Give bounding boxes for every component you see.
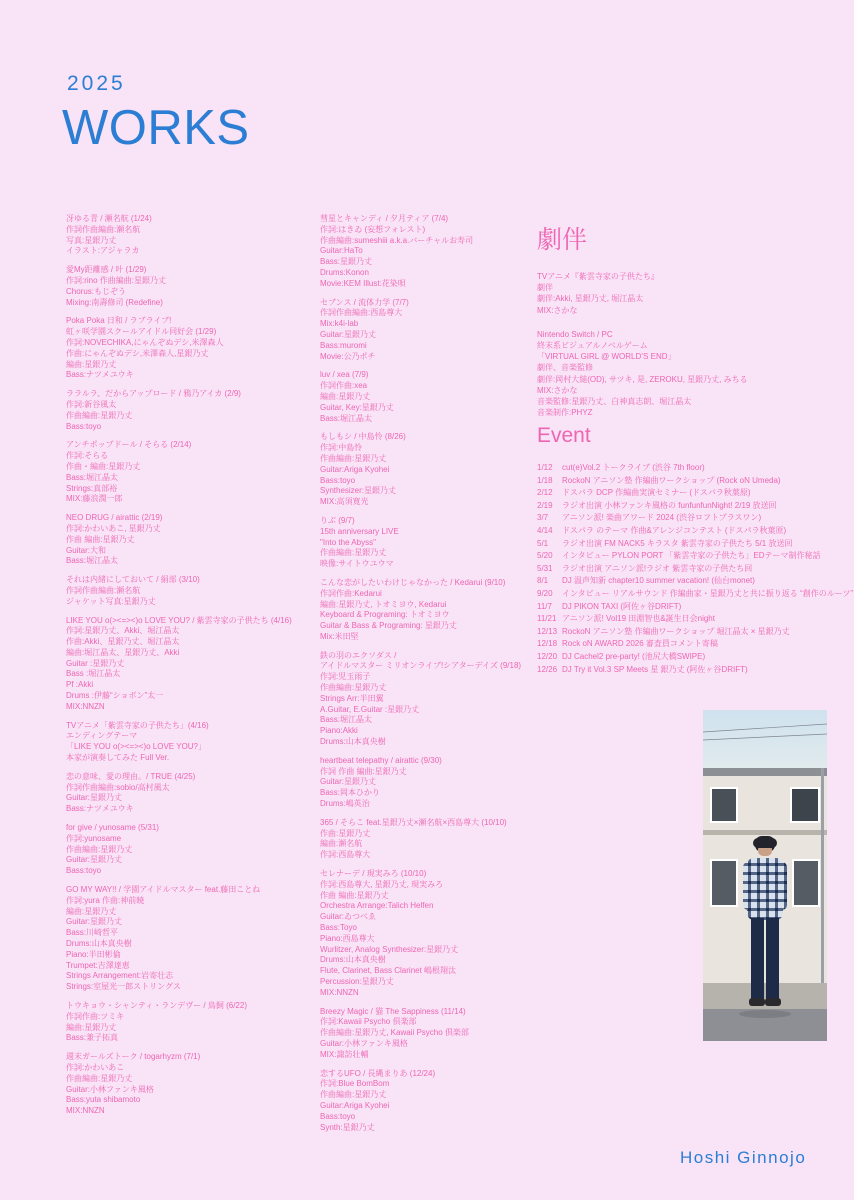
credit-line: Guitar:ゐつべゑ [320, 912, 377, 922]
event-item [537, 626, 854, 639]
credit-line: 作詞:西島尊大 [320, 850, 371, 860]
event-list [537, 462, 854, 676]
credit-line: エンディングテーマ [66, 731, 138, 741]
credit-line: 作曲:Akki、星銀乃丈、堀江晶太 [66, 637, 180, 647]
work-entry [320, 516, 540, 570]
credit-line: Drums:山本真央樹 [66, 939, 132, 949]
credit-line: Drums:山本真央樹 [320, 955, 386, 965]
credit-line: 作曲編曲:星銀乃丈 [66, 410, 133, 420]
year-label: 2025 [67, 72, 126, 95]
work-entry [320, 651, 540, 748]
credit-line: Guitar, Key:星銀乃丈 [320, 402, 394, 412]
event-text: DJ 温声知新 chapter10 summer vacation! (仙台monet) [562, 576, 755, 586]
work-title: 鉄の羽のエクソダス / [320, 650, 397, 660]
work-title: 恋するUFO / 長縄まりあ (12/24) [320, 1068, 436, 1078]
credit-line: 作詞作曲:Kedarui [320, 588, 382, 598]
event-header: Event [537, 424, 591, 447]
event-item [537, 588, 854, 601]
event-date: 3/7 [537, 513, 549, 523]
gekiban-entry [537, 271, 837, 316]
event-date: 2/19 [537, 500, 553, 510]
credit-line: Bass:yuta shibamoto [66, 1095, 141, 1105]
work-entry [66, 721, 326, 764]
credit-line: 作詞作曲編曲:瀬名航 [66, 585, 141, 595]
work-title: トウキョウ・シャンティ・ランデヴー / 鳥飼 (6/22) [66, 1001, 247, 1010]
credit-line: Guitar:HaTo [320, 246, 363, 256]
photo-illustration [703, 710, 827, 1041]
work-title: りぶ (9/7) [320, 515, 355, 525]
event-text: インタビュー リアルサウンド 作編曲家・星銀乃丈と共に振り返る “創作のルーツ” [562, 588, 854, 598]
event-text: ドスパラ のテーマ 作曲&アレンジコンテスト (ドスパラ秋葉原) [562, 525, 787, 535]
credit-line: Bass:toyo [66, 866, 102, 876]
credit-line: 作詞:yunosame [66, 833, 122, 843]
credit-line: Strings Arrangement:岩寄壮志 [66, 971, 174, 981]
work-title: こんな恋がしたいわけじゃなかった / Kedarui (9/10) [320, 577, 506, 587]
credit-line: Drums:嶋英治 [320, 799, 370, 809]
event-item [537, 538, 854, 551]
credit-line: 作曲編曲:星銀乃丈 [320, 548, 387, 558]
credit-line: イラスト:アジャラカ [66, 246, 140, 256]
event-date: 5/1 [537, 538, 549, 548]
credit-line: MIX:藤浪潤一郎 [66, 494, 123, 504]
credit-line: 作詞:Blue BomBom [320, 1079, 390, 1089]
credit-line: Bass:兼子拓真 [66, 1033, 119, 1043]
credit-line: Bass:toyo [66, 421, 102, 431]
credit-line: Strings:真部裕 [66, 483, 118, 493]
credit-line: 作曲編曲:星銀乃丈 [320, 1090, 387, 1100]
work-title: ララルラ、だからアップロード / 鴉乃アイカ (2/9) [66, 389, 241, 399]
event-item [537, 487, 854, 500]
credit-line: Strings:室屋光一郎ストリングス [66, 982, 181, 992]
credit-line: 映像:サイトウユウマ [320, 559, 394, 569]
credit-line: Guitar:星銀乃丈 [66, 917, 123, 927]
work-title: もしもシ / 中島怜 (8/26) [320, 432, 406, 442]
work-entry [66, 389, 326, 432]
credit-line: 作曲編曲:星銀乃丈, Kawaii Psycho 倶楽部 [320, 1028, 469, 1038]
credit-line: Guitar & Bass & Programing: 星銀乃丈 [320, 621, 457, 631]
event-text: DJ Cachel2 pre-party! (池尻大橋SWIPE) [562, 651, 706, 661]
event-text: RockoN アニソン塾 作編曲ワークショップ (Rock oN Umeda) [562, 475, 781, 485]
event-date: 12/26 [537, 664, 558, 674]
credit-line: 写真:星銀乃丈 [66, 235, 117, 245]
credit-line: MIX:NNZN [66, 701, 105, 711]
credit-line: Movie:KEM Illust:花染唄 [320, 278, 406, 288]
event-text: アニソン派! 楽曲アワード 2024 (渋谷ロフトプラスワン) [562, 513, 762, 523]
credit-line: 作詞:児玉雨子 [320, 672, 371, 682]
works-column-2 [320, 214, 540, 1141]
event-text: DJ Try it Vol.3 SP Meets 星 銀乃丈 (阿佐ヶ谷DRIFT) [562, 664, 748, 674]
credit-line: 作詞:NOVECHIKA,にゃんぞぬデシ,米澤森人 [66, 337, 224, 347]
event-item [537, 601, 854, 614]
event-date: 9/20 [537, 588, 553, 598]
work-entry [66, 823, 326, 877]
event-date: 2/12 [537, 488, 553, 498]
credit-line: Synth:星銀乃丈 [320, 1122, 375, 1132]
credit-line: 作曲:にゃんぞぬデシ,米澤森人,星銀乃丈 [66, 348, 209, 358]
credit-line: Flute, Clarinet, Bass Clarinet 嶋根翔汰 [320, 966, 457, 976]
credit-line: Guitar:小林ファンキ風格 [320, 1038, 408, 1048]
work-title: 虹ヶ咲学園スクールアイドル同好会 (1/29) [66, 327, 217, 337]
event-item [537, 550, 854, 563]
credit-line: 作詞:rino 作曲編曲:星銀乃丈 [66, 275, 167, 285]
credit-line: Guitar:星銀乃丈 [320, 777, 377, 787]
event-item [537, 475, 854, 488]
credit-line: Bass :堀江晶太 [66, 669, 121, 679]
credit-line: Guitar:Ariga Kyohei [320, 464, 390, 474]
event-item [537, 512, 854, 525]
credit-line: 作詞:星銀乃丈、Akki、堀江晶太 [66, 626, 180, 636]
work-title: 恋の意味、愛の理由。/ TRUE (4/25) [66, 771, 196, 781]
footer-name: Hoshi Ginnojo [680, 1148, 807, 1167]
event-date: 11/7 [537, 601, 552, 611]
credit-line: Bass:ナツメユウキ [66, 370, 134, 380]
credit-line: Bass:星銀乃丈 [320, 257, 373, 267]
credit-line: 作詞作曲編曲:sobio/高村風太 [66, 782, 170, 792]
gekiban-line: 劇伴 [537, 283, 553, 293]
page-title: WORKS [62, 101, 250, 155]
credit-line: Guitar :星銀乃丈 [66, 658, 125, 668]
work-title: luv / xea (7/9) [320, 370, 369, 380]
work-title: Poka Poka 日和 / ラブライブ! [66, 316, 172, 326]
credit-line: 「LIKE YOU o(><=><)o LOVE YOU?」 [66, 742, 206, 752]
window [711, 860, 737, 906]
event-text: ラジオ出演 小林ファンキ風格の funfunfunNight! 2/19 放送回 [562, 500, 777, 510]
credit-line: Bass:岡本ひかり [320, 788, 381, 798]
event-item [537, 462, 854, 475]
work-entry [66, 440, 326, 505]
credit-line: Trumpet:吉澤達恵 [66, 960, 130, 970]
credit-line: 作曲:星銀乃丈 [320, 828, 371, 838]
credit-line: Bass:堀江晶太 [320, 715, 373, 725]
credit-line: Guitar:小林ファンキ風格 [66, 1084, 154, 1094]
credit-line: MIX:諏訪壮輔 [320, 1049, 369, 1059]
credit-line: Piano:Akki [320, 726, 358, 736]
gekiban-line: 終末系ビジュアルノベルゲーム [537, 341, 648, 351]
gekiban-entry [537, 329, 837, 419]
credit-line: Keyboard & Programing: トオミヨウ [320, 610, 450, 620]
credit-line: Guitar:Ariga Kyohei [320, 1100, 390, 1110]
event-date: 8/1 [537, 576, 549, 586]
event-text: ラジオ出演 FM NACK5 キラスタ 紫雲寺家の子供たち 5/1 放送回 [562, 538, 793, 548]
credit-line: 作詞:Kawaii Psycho 倶楽部 [320, 1017, 417, 1027]
work-title: 愛My距離感 / 叶 (1/29) [66, 265, 147, 275]
work-entry [320, 370, 540, 424]
credit-line: 作詞:かわいあこ, 星銀乃丈 [66, 523, 161, 533]
credit-line: 作詞:はきゐ (妄想フォレスト) [320, 224, 426, 234]
gekiban-line: 劇伴:Akki, 星銀乃丈, 堀江晶太 [537, 294, 644, 304]
credit-line: 作曲編曲:星銀乃丈 [66, 1073, 133, 1083]
credit-line: Mix:k4i-lab [320, 319, 359, 329]
credit-line: 作曲編曲:星銀乃丈 [320, 453, 387, 463]
credit-line: 作詞作曲:ツミキ [66, 1011, 125, 1021]
gekiban-line: 音楽監修:星銀乃丈、白神真志朗、堀江晶太 [537, 397, 692, 407]
work-title: アイドルマスター ミリオンライブ!シアターデイズ (9/18) [320, 661, 522, 671]
credit-line: Bass:toyo [320, 475, 356, 485]
credit-line: Bass:堀江晶太 [66, 472, 119, 482]
credit-line: 作詞:yura 作曲:神前暁 [66, 895, 145, 905]
event-text: アニソン派! Vol19 田淵智也&誕生日会night [562, 614, 715, 624]
work-title: heartbeat telepathy / airattic (9/30) [320, 755, 442, 765]
work-entry [320, 432, 540, 508]
gekiban-line: 「VIRTUAL GIRL @ WORLD’S END」 [537, 352, 676, 362]
work-entry [66, 265, 326, 308]
credit-line: 作詞:新谷風太 [66, 399, 117, 409]
work-entry [66, 214, 326, 257]
credit-line: Drums:Konon [320, 267, 369, 277]
credit-line: MIX:NNZN [66, 1106, 105, 1116]
credit-line: Piano:西島尊大 [320, 933, 375, 943]
work-title: TVアニメ「紫雲寺家の子供たち」(4/16) [66, 720, 209, 730]
work-title: Breezy Magic / 猫 The Sappiness (11/14) [320, 1006, 466, 1016]
credit-line: 作曲 編曲:星銀乃丈 [320, 890, 389, 900]
credit-line: Bass:ナツメユウキ [66, 804, 134, 814]
credit-line: Percussion:星銀乃丈 [320, 977, 394, 986]
credit-line: Guitar:星銀乃丈 [66, 793, 123, 803]
credit-line: Wurlitzer, Analog Synthesizer:星銀乃丈 [320, 944, 459, 954]
credit-line: 作詞:中島怜 [320, 443, 363, 453]
work-entry [320, 818, 540, 861]
event-item [537, 575, 854, 588]
gekiban-line: MIX:さかな [537, 305, 578, 315]
work-title: それは内緒にしておいて / 絹部 (3/10) [66, 575, 200, 585]
credit-line: Guitar:星銀乃丈 [66, 855, 123, 865]
work-entry [66, 316, 326, 381]
event-date: 4/14 [537, 525, 553, 535]
work-entry [320, 756, 540, 810]
gekiban-line: TVアニメ『紫雲寺家の子供たち』 [537, 272, 659, 281]
work-entry [320, 578, 540, 643]
credit-line: Piano:半田彬倫 [66, 949, 121, 959]
credit-line: Movie:公乃ポチ [320, 351, 376, 361]
work-title: 冴ゆる青 / 瀬名航 (1/24) [66, 214, 152, 223]
work-entry [66, 575, 326, 607]
event-date: 11/21 [537, 614, 557, 624]
event-item [537, 563, 854, 576]
event-text: Rock oN AWARD 2026 審査員コメント寄稿 [562, 639, 718, 649]
work-title: 彗星とキャンディ / 夕月ティア (7/4) [320, 214, 449, 223]
work-title: セレナーデ / 現実みろ (10/10) [320, 869, 427, 879]
work-entry [66, 772, 326, 815]
credit-line: 作曲編曲:sumeshiii a.k.a.バーチャルお寿司 [320, 235, 474, 245]
event-text: ドスパラ DCP 作編曲実演セミナー (ドスパラ秋葉原) [562, 488, 751, 498]
credit-line: Bass:Toyo [320, 923, 357, 933]
credit-line: Synthesizer:星銀乃丈 [320, 486, 397, 496]
credit-line: Bass:muromi [320, 340, 367, 350]
credit-line: Bass:toyo [320, 1111, 356, 1121]
event-date: 12/20 [537, 651, 558, 661]
credit-line: A.Guitar, E.Guitar :星銀乃丈 [320, 704, 420, 714]
credit-line: MIX:NNZN [320, 987, 359, 997]
window [791, 788, 819, 822]
credit-line: 編曲:星銀乃丈 [66, 359, 117, 369]
credit-line: Bass:堀江晶太 [66, 556, 119, 566]
work-title: 週末ガールズトーク / togarhyzm (7/1) [66, 1052, 201, 1062]
window [711, 788, 737, 822]
gekiban-line: 劇伴:岡村大縋(OD), サツキ, 是, ZEROKU, 星銀乃丈, みちる [537, 374, 748, 384]
event-date: 5/20 [537, 551, 553, 561]
event-text: RockoN アニソン塾 作編曲ワークショップ 堀江晶太 × 星銀乃丈 [562, 626, 790, 636]
event-item [537, 613, 854, 626]
credit-line: Bass:堀江晶太 [320, 413, 373, 423]
credit-line: 作詞 作曲 編曲:星銀乃丈 [320, 766, 407, 776]
event-date: 12/13 [537, 626, 558, 636]
work-entry [66, 885, 326, 993]
pants [751, 918, 764, 1000]
credit-line: 作詞:かわいあこ [66, 1062, 125, 1072]
event-date: 1/12 [537, 463, 553, 472]
drainpipe [821, 768, 824, 983]
work-entry [320, 1069, 540, 1134]
credit-line: MIX:高須寛光 [320, 497, 369, 507]
gekiban-line: Nintendo Switch / PC [537, 329, 613, 339]
credit-line: 作曲編曲:星銀乃丈 [320, 683, 387, 693]
credit-line: Guitar:大和 [66, 545, 107, 555]
work-entry [66, 616, 326, 713]
credit-line: 編曲:星銀乃丈 [66, 906, 117, 916]
work-entry [320, 298, 540, 363]
credit-line: Strings Arr:半田翼 [320, 693, 384, 703]
event-item [537, 638, 854, 651]
event-text: DJ PIKON TAXI (阿佐ヶ谷DRIFT) [562, 601, 682, 611]
work-entry [66, 513, 326, 567]
work-title: for give / yunosame (5/31) [66, 823, 159, 833]
work-title: セブンス / 流体力学 (7/7) [320, 297, 409, 307]
credit-line: 編曲:星銀乃丈 [320, 391, 371, 401]
work-title: LIKE YOU o(><=><)o LOVE YOU? / 紫雲寺家の子供たち (4/16) [66, 615, 292, 625]
portrait-photo [703, 710, 827, 1041]
credit-line: Orchestra Arrange:Talich Helfen [320, 901, 434, 911]
event-item [537, 500, 854, 513]
work-entry [320, 214, 540, 290]
shoe [749, 998, 765, 1006]
work-title: 365 / そらこ feat.星銀乃丈×瀬名航×西島尊大 (10/10) [320, 817, 507, 827]
event-text: ラジオ出演 アニソン派!ラジオ 紫雲寺家の子供たち回 [562, 563, 753, 573]
event-item [537, 664, 854, 677]
credit-line: 編曲:瀬名航 [320, 839, 363, 849]
work-title: GO MY WAY!! / 学園アイドルマスター feat.藤田ことね [66, 885, 261, 895]
credit-line: 作曲 編曲:星銀乃丈 [66, 534, 135, 544]
credit-line: Mix:米田堅 [320, 631, 359, 641]
credit-line: 作詞:西島尊大, 星銀乃丈, 現実みろ [320, 879, 444, 889]
work-title: アンチポップドール / そらる (2/14) [66, 440, 192, 450]
gekiban-line: 劇伴、音楽監修 [537, 363, 593, 373]
work-entry [320, 869, 540, 999]
credit-line: Drums:山本真央樹 [320, 737, 386, 747]
work-entry [320, 1007, 540, 1061]
credit-line: "Into the Abyss" [320, 537, 376, 547]
gekiban-line: MIX:さかな [537, 385, 578, 395]
work-entry [66, 1052, 326, 1117]
credit-line: 作詞作曲:xea [320, 381, 368, 391]
work-title: NEO DRUG / airattic (2/19) [66, 513, 163, 523]
event-date: 5/31 [537, 563, 553, 573]
credit-line: Drums :伊藤“ショボン”太一 [66, 691, 164, 701]
work-entry [66, 1001, 326, 1044]
credit-line: 編曲:堀江晶太、星銀乃丈、Akki [66, 647, 180, 657]
window [793, 860, 819, 906]
credit-line: 作詞作曲編曲:瀬名航 [66, 224, 141, 234]
credit-line: 本家が演奏してみた Full Ver. [66, 753, 170, 763]
credit-line: 作詞作曲編曲:西島尊大 [320, 308, 403, 318]
credit-line: Chorus:もじぞう [66, 286, 127, 296]
credit-line: 編曲:星銀乃丈 [66, 1022, 117, 1032]
credit-line: ジャケット写真:星銀乃丈 [66, 596, 156, 606]
gekiban-line: 音楽制作:PHYZ [537, 408, 593, 418]
credit-line: 編曲:星銀乃丈, トオミヨウ, Kedarui [320, 599, 447, 609]
event-date: 12/18 [537, 639, 558, 649]
event-item [537, 525, 854, 538]
gekiban-section [537, 271, 837, 431]
credit-line: 作詞:そらる [66, 451, 109, 461]
credit-line: Pf :Akki [66, 680, 94, 690]
credit-line: Guitar:星銀乃丈 [320, 329, 377, 339]
gekiban-header: 劇伴 [537, 226, 588, 254]
credit-line: Bass:川崎哲平 [66, 928, 119, 938]
credit-line: Mixing:南壽修司 (Redefine) [66, 297, 163, 307]
credit-line: 作曲編曲:星銀乃丈 [66, 844, 133, 854]
event-text: cut(e)Vol.2 トークライブ (渋谷 7th floor) [562, 463, 705, 472]
works-column-1 [66, 214, 326, 1125]
credit-line: 15th anniversary LIVE [320, 526, 399, 536]
event-text: インタビュー PYLON PORT 「紫雲寺家の子供たち」EDテーマ制作秘話 [562, 551, 821, 561]
credit-line: 作曲・編曲:星銀乃丈 [66, 461, 141, 471]
event-item [537, 651, 854, 664]
event-date: 1/18 [537, 475, 553, 485]
